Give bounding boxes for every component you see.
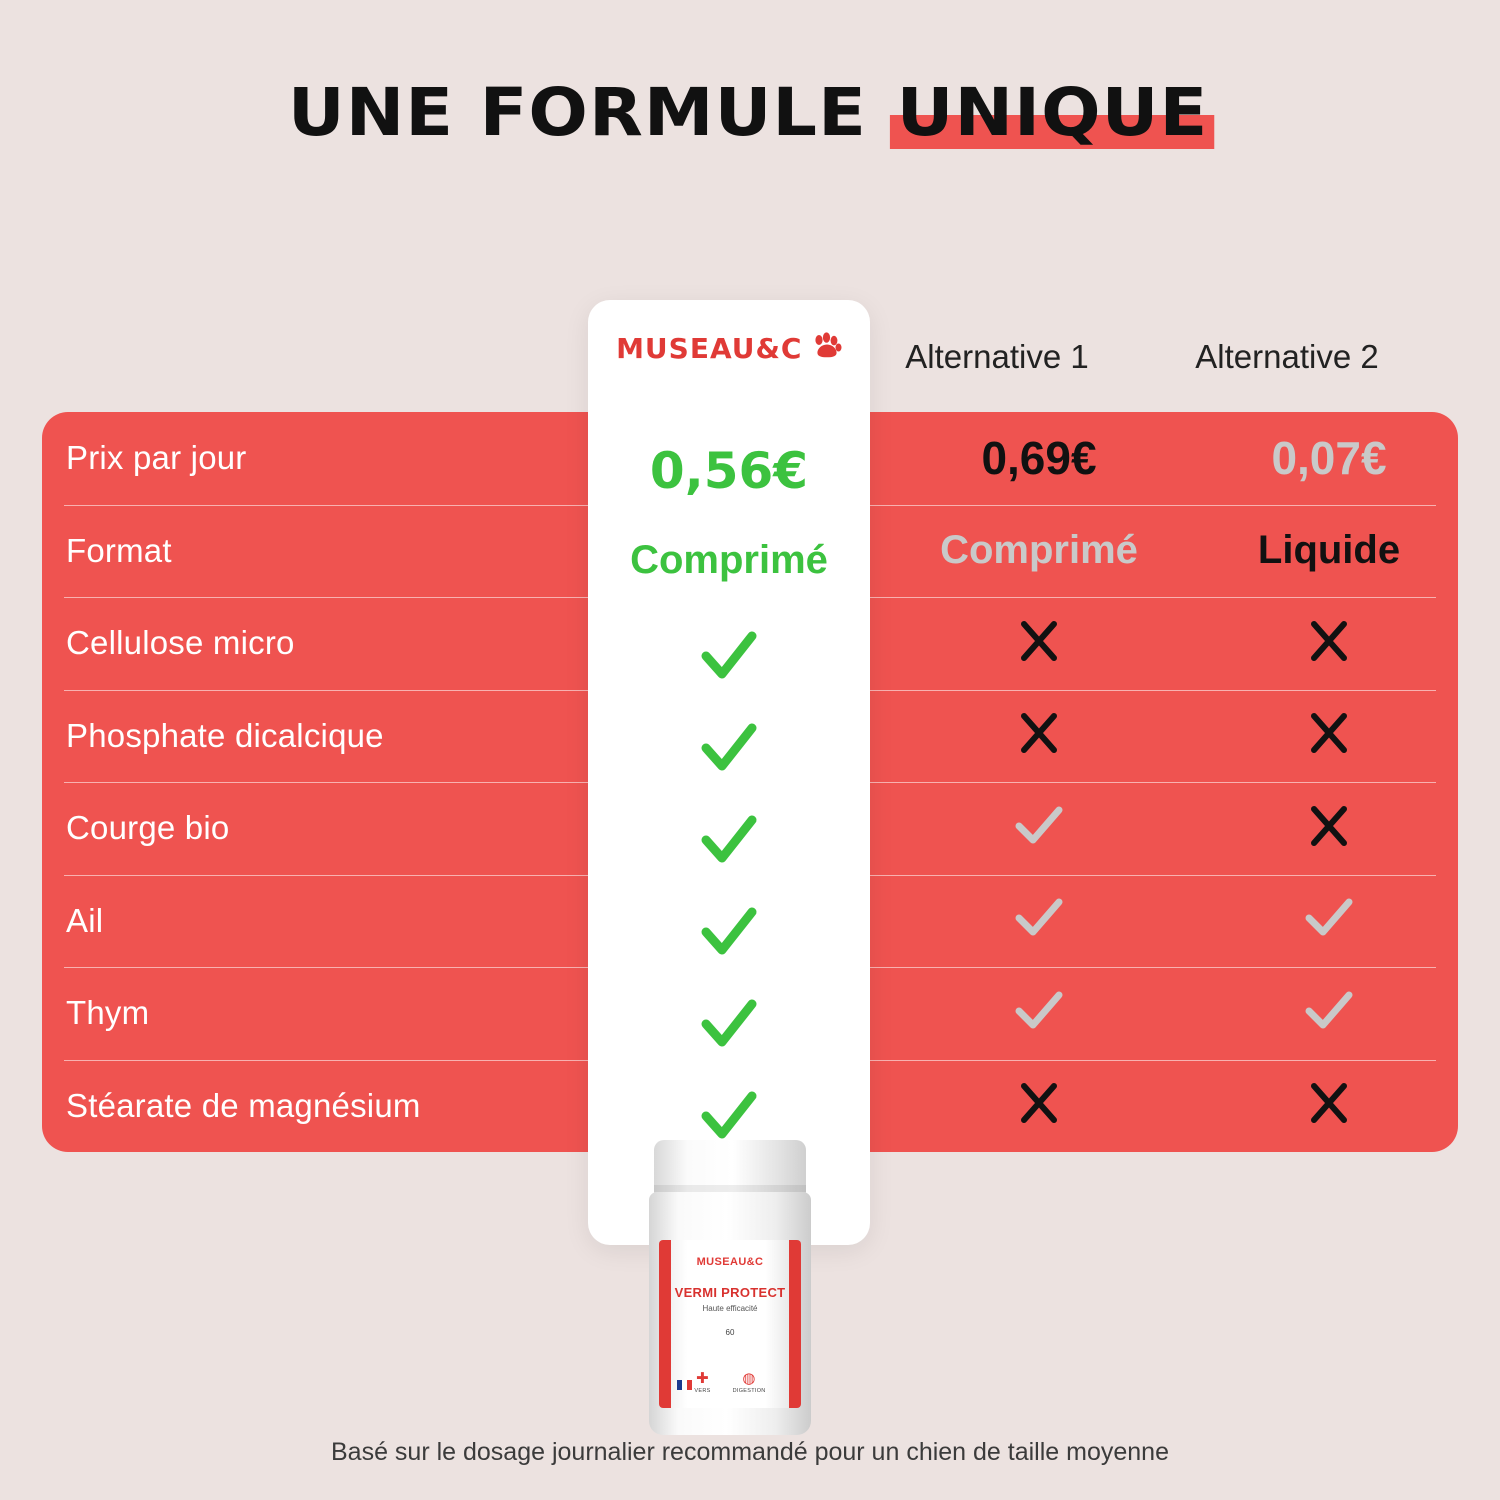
featured-format — [588, 538, 870, 583]
cell-value: Comprimé — [940, 528, 1138, 573]
paw-icon — [810, 332, 842, 365]
cell-alternative-2 — [1184, 801, 1474, 856]
bottle-label — [659, 1240, 801, 1408]
row-label: Prix par jour — [66, 439, 247, 477]
row-label: Phosphate dicalcique — [66, 716, 384, 754]
check-icon — [696, 904, 762, 960]
check-icon — [1301, 893, 1357, 943]
row-label: Cellulose micro — [66, 624, 295, 662]
title-highlight: UNIQUE — [892, 74, 1212, 151]
column-header-alternative-2: Alternative 2 — [1195, 338, 1379, 375]
cell-alternative-2 — [1184, 1078, 1474, 1133]
featured-check-phosphate — [588, 720, 870, 781]
cell-alternative-2 — [1184, 986, 1474, 1041]
check-icon — [696, 812, 762, 868]
column-header-alternative-1: Alternative 1 — [905, 338, 1089, 375]
featured-check-courge — [588, 812, 870, 873]
cell-alternative-1 — [894, 528, 1184, 573]
row-label: Format — [66, 531, 172, 569]
featured-format-value: Comprimé — [630, 538, 828, 582]
product-image — [645, 1140, 815, 1435]
cross-icon — [1304, 801, 1354, 851]
cell-alternative-1 — [894, 893, 1184, 948]
cell-alternative-2 — [1184, 528, 1474, 573]
cross-icon — [1304, 1078, 1354, 1128]
check-icon — [696, 720, 762, 776]
title-part1: UNE FORMULE — [287, 74, 893, 151]
cell-value: 0,07€ — [1271, 432, 1387, 485]
check-icon — [1301, 986, 1357, 1036]
featured-check-thym — [588, 996, 870, 1057]
worm-icon-label: VERS — [694, 1388, 711, 1394]
brand-logo — [588, 332, 870, 365]
featured-check-cellulose — [588, 628, 870, 689]
featured-check-ail — [588, 904, 870, 965]
cell-value: Liquide — [1257, 528, 1401, 573]
cell-alternative-2 — [1184, 431, 1474, 485]
row-label: Courge bio — [66, 809, 230, 847]
row-label: Thym — [66, 994, 150, 1032]
product-brand: MUSEAU&C — [696, 1256, 764, 1268]
cell-alternative-1 — [894, 616, 1184, 671]
featured-brand-column — [588, 300, 870, 1245]
row-label: Ail — [66, 901, 104, 939]
featured-price-value: 0,56€ — [649, 442, 809, 500]
worm-icon: ✚ VERS — [694, 1370, 711, 1394]
check-icon — [696, 996, 762, 1052]
check-icon — [1011, 893, 1067, 943]
check-icon — [696, 628, 762, 684]
footnote: Basé sur le dosage journalier recommandé pour un chien de taille moyenne — [330, 1438, 1169, 1466]
cross-icon — [1304, 708, 1354, 758]
cell-alternative-1 — [894, 1078, 1184, 1133]
bottle-cap — [654, 1140, 806, 1196]
product-name: VERMI PROTECT — [674, 1285, 786, 1300]
cell-alternative-1 — [894, 431, 1184, 485]
product-subtitle: Haute efficacité — [702, 1304, 758, 1313]
product-count: 60 — [725, 1328, 735, 1337]
cell-alternative-1 — [894, 986, 1184, 1041]
cell-alternative-1 — [894, 708, 1184, 763]
page-title — [0, 74, 1500, 151]
cell-alternative-2 — [1184, 708, 1474, 763]
cell-alternative-2 — [1184, 893, 1474, 948]
french-flag-icon — [677, 1380, 692, 1390]
cell-alternative-1 — [894, 801, 1184, 856]
check-icon — [1011, 801, 1067, 851]
cross-icon — [1014, 616, 1064, 666]
brand-name: MUSEAU&C — [616, 332, 803, 365]
row-label: Stéarate de magnésium — [66, 1086, 421, 1124]
cell-value: 0,69€ — [981, 432, 1097, 485]
cross-icon — [1014, 1078, 1064, 1128]
check-icon — [696, 1088, 762, 1144]
cell-alternative-2 — [1184, 616, 1474, 671]
featured-price — [588, 442, 870, 500]
cross-icon — [1014, 708, 1064, 758]
digestion-icon-label: DIGESTION — [732, 1388, 766, 1394]
check-icon — [1011, 986, 1067, 1036]
cross-icon — [1304, 616, 1354, 666]
digestion-icon: ◍ DIGESTION — [732, 1370, 766, 1394]
